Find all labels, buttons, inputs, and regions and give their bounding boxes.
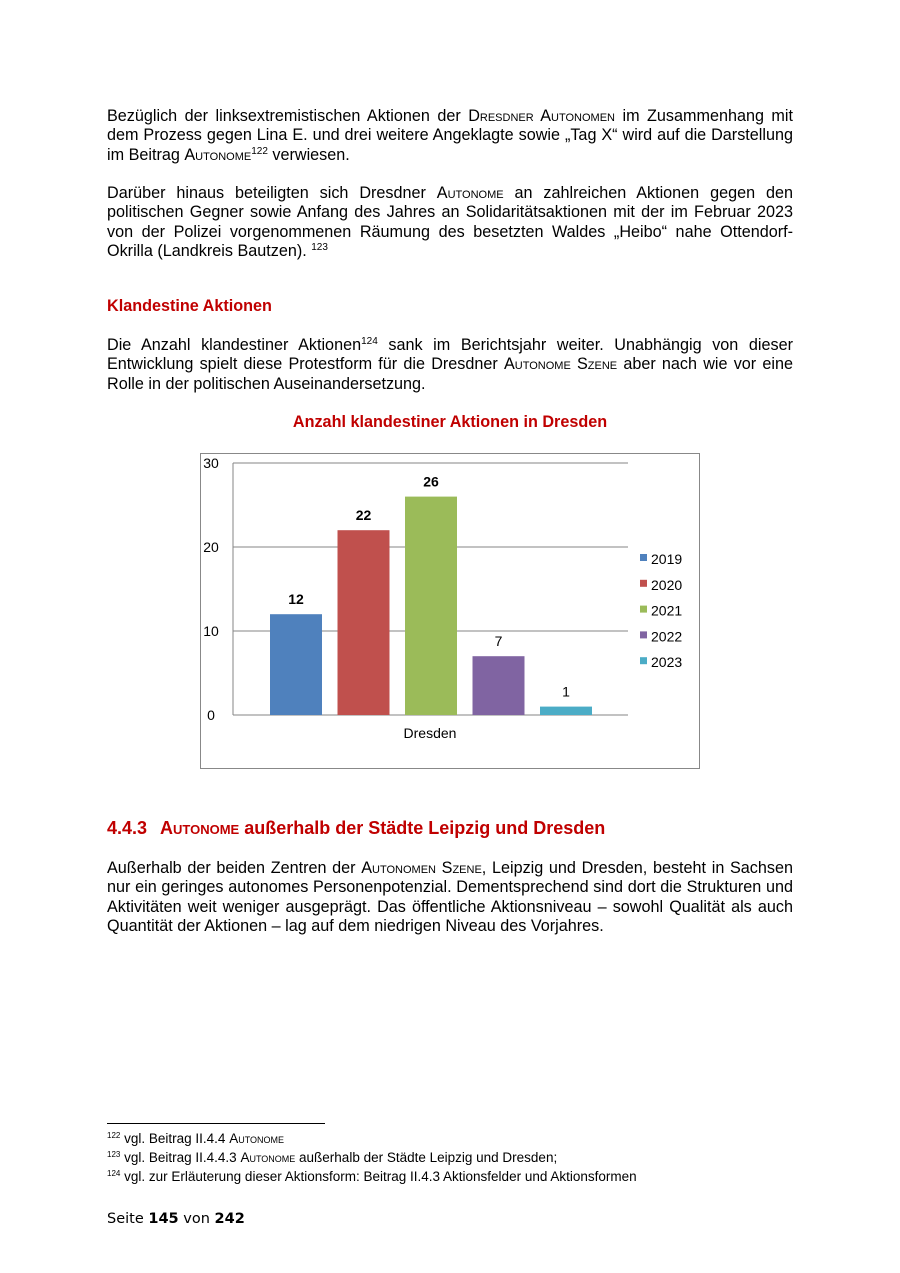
data-label-2022: 7: [494, 633, 503, 650]
bar-2019: [270, 614, 322, 715]
legend-label-2021: 2021: [651, 602, 683, 619]
data-label-2020: 22: [355, 507, 372, 524]
footnote-separator: [107, 1123, 325, 1124]
footnote-ref: 124: [361, 336, 378, 347]
section-title-sc: Autonome: [160, 818, 240, 838]
footnote-ref: 122: [251, 145, 268, 157]
data-label-2021: 26: [423, 473, 439, 490]
section-heading-4-4-3: [107, 818, 605, 839]
paragraph-dresden-autonome: Darüber hinaus beteiligten sich Dresdner Autonome an zahlreichen Aktionen gegen den politischen Gegner sowie Anfang des Jahres an Solidaritätsaktionen mit der im Februar 2023 von der Polizei vorgenommenen Räumung des besetzten Waldes „Heibo“ nahe Ottendorf-Okrilla (Landkreis Bautzen). $^{123}$: [107, 184, 793, 261]
paragraph-klandestine: Die Anzahl klandestiner Aktionen$^{124}$ sank im Berichtsjahr weiter. Unabhängig von dieser Entwicklung spielt diese Protestform für die Dresdner Autonome Szene aber nach wie vor eine Rolle in der politischen Auseinandersetzung.: [107, 336, 793, 393]
bar-2021: [405, 497, 457, 715]
legend-swatch-2021: [640, 606, 647, 613]
legend-label-2019: 2019: [651, 551, 683, 567]
footnote-122: $^{122}$ vgl. Beitrag II.4.4 Autonome: [107, 1131, 285, 1146]
bar-2022: [473, 656, 525, 715]
legend-label-2023: 2023: [651, 654, 683, 671]
bar-2023: [540, 707, 592, 715]
chart-title: Anzahl klandestiner Aktionen in Dresden: [292, 413, 608, 431]
page-number: Seite 145 von 242: [107, 1211, 245, 1227]
legend-label-2020: 2020: [651, 576, 683, 593]
paragraph-tag-x: Bezüglich der linksextremistischen Aktionen der Dresdner Autonomen im Zusammenhang mit dem Prozess gegen Lina E. und drei weitere Angeklagte sowie „Tag X“ wird auf die Darstellung im Beitrag Autonome$^{122}$ verwiesen.: [107, 107, 794, 164]
legend-swatch-2019: [640, 554, 647, 561]
x-category-label: Dresden: [403, 725, 457, 741]
footnote-124: $^{124}$ vgl. zur Erläuterung dieser Aktionsform: Beitrag II.4.3 Aktionsfelder und Aktionsformen: [107, 1169, 637, 1184]
section-title-rest: außerhalb der Städte Leipzig und Dresden: [239, 818, 606, 838]
legend-swatch-2020: [640, 580, 647, 587]
y-tick-label: 0: [207, 707, 215, 723]
footnote-ref: 123: [311, 242, 328, 254]
heading-klandestine-aktionen: Klandestine Aktionen: [107, 297, 272, 315]
data-label-2019: 12: [288, 591, 304, 608]
section-number: 4.4.3: [107, 818, 148, 838]
footnote-123: $^{123}$ vgl. Beitrag II.4.4.3 Autonome außerhalb der Städte Leipzig und Dresden;: [107, 1150, 558, 1165]
y-tick-label: 20: [203, 539, 219, 555]
y-tick-label: 30: [203, 455, 219, 471]
paragraph-ausserhalb: Außerhalb der beiden Zentren der Autonomen Szene, Leipzig und Dresden, besteht in Sachsen nur ein geringes autonomes Personenpotenzial. Dementsprechend sind dort die Strukturen und Aktivitäten weit weniger ausgeprägt. Das öffentliche Aktionsniveau – sowohl Qualität als auch Quantität der Aktionen – lag auf dem niedrigen Niveau des Vorjahres.: [107, 859, 793, 936]
legend-label-2022: 2022: [651, 628, 683, 645]
data-label-2023: 1: [562, 683, 570, 700]
legend-swatch-2022: [640, 631, 647, 638]
legend-swatch-2023: [640, 657, 647, 664]
bar-2020: [338, 530, 390, 715]
y-tick-label: 10: [203, 623, 219, 639]
